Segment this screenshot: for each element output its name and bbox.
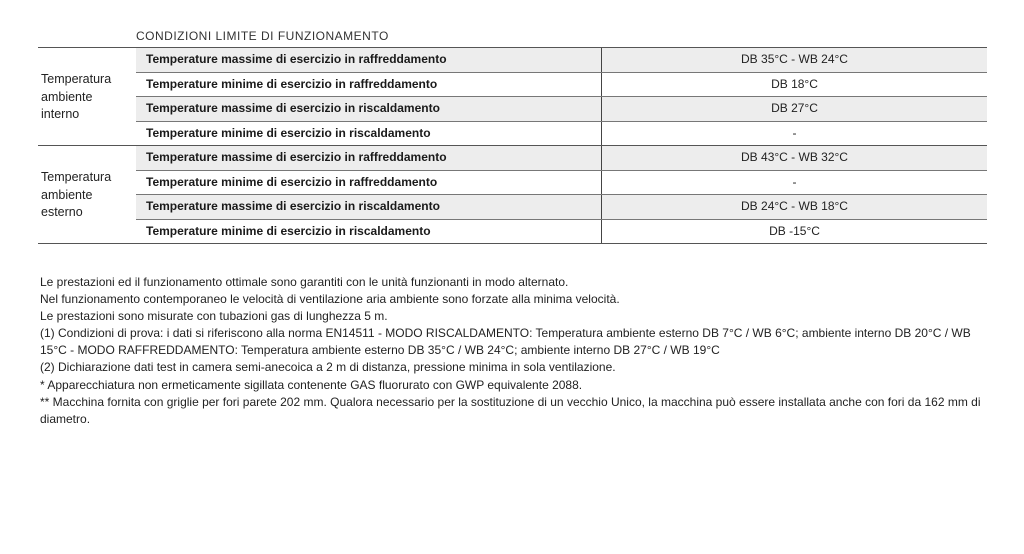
- table-row: [136, 122, 987, 146]
- note-line: * Apparecchiatura non ermeticamente sigillata contenente GAS fluorurato con GWP equivalente 2088.: [40, 377, 583, 392]
- param-cell: Temperature minime di esercizio in riscaldamento: [136, 122, 602, 146]
- param-cell: Temperature massime di esercizio in raffreddamento: [136, 146, 602, 170]
- table-row: [136, 220, 987, 244]
- group-outdoor: [38, 145, 987, 243]
- notes-section: [40, 274, 990, 428]
- group-label-outdoor: Temperatura ambiente esterno: [41, 170, 112, 219]
- note-line: ** Macchina fornita con griglie per fori parete 202 mm. Qualora necessario per la sostituzione di un vecchio Unico, la macchina può essere installata anche con fori da 162 mm di diametro.: [40, 394, 981, 426]
- group-indoor: [38, 47, 987, 145]
- param-cell: Temperature minime di esercizio in riscaldamento: [136, 220, 602, 244]
- note-line: Le prestazioni sono misurate con tubazioni gas di lunghezza 5 m.: [40, 309, 388, 324]
- table-title: CONDIZIONI LIMITE DI FUNZIONAMENTO: [136, 29, 389, 43]
- value-cell: DB 35°C - WB 24°C: [741, 52, 848, 66]
- table-bottom-rule: [38, 243, 987, 244]
- param-cell: Temperature massime di esercizio in riscaldamento: [136, 195, 602, 219]
- note-line: (1) Condizioni di prova: i dati si riferiscono alla norma EN14511 - MODO RISCALDAMENTO: Temperatura ambiente esterno DB 7°C / WB 6°C; ambiente interno DB 20°C / WB 15°C - MODO RAFFREDDAMENTO: Temperatura ambiente esterno DB 35°C / WB 24°C; ambiente interno DB 27°C / WB 19°C: [40, 326, 971, 358]
- table-row: [136, 171, 987, 196]
- table-row: [136, 195, 987, 220]
- value-cell: DB 43°C - WB 32°C: [741, 150, 848, 164]
- value-cell: -: [792, 174, 797, 189]
- value-cell: DB 27°C: [771, 101, 818, 115]
- value-cell: DB 24°C - WB 18°C: [741, 199, 848, 213]
- table-row: [136, 73, 987, 98]
- table-row: [136, 146, 987, 171]
- table-row: [136, 48, 987, 73]
- param-cell: Temperature minime di esercizio in raffreddamento: [136, 171, 602, 195]
- param-cell: Temperature minime di esercizio in raffreddamento: [136, 73, 602, 97]
- operating-limits-table: [38, 47, 987, 244]
- value-cell: -: [792, 125, 797, 140]
- value-cell: DB -15°C: [769, 223, 820, 238]
- param-cell: Temperature massime di esercizio in riscaldamento: [136, 97, 602, 121]
- group-label-indoor: Temperatura ambiente interno: [41, 72, 112, 121]
- note-line: Le prestazioni ed il funzionamento ottimale sono garantiti con le unità funzionanti in modo alternato.: [40, 275, 569, 289]
- group-rows-outdoor: [136, 146, 987, 243]
- group-rows-indoor: [136, 48, 987, 145]
- note-line: Nel funzionamento contemporaneo le velocità di ventilazione aria ambiente sono forzate alla minima velocità.: [40, 292, 620, 307]
- table-row: [136, 97, 987, 122]
- param-cell: Temperature massime di esercizio in raffreddamento: [136, 48, 602, 72]
- value-cell: DB 18°C: [771, 76, 818, 91]
- note-line: (2) Dichiarazione dati test in camera semi-anecoica a 2 m di distanza, pressione minima in sola ventilazione.: [40, 360, 616, 375]
